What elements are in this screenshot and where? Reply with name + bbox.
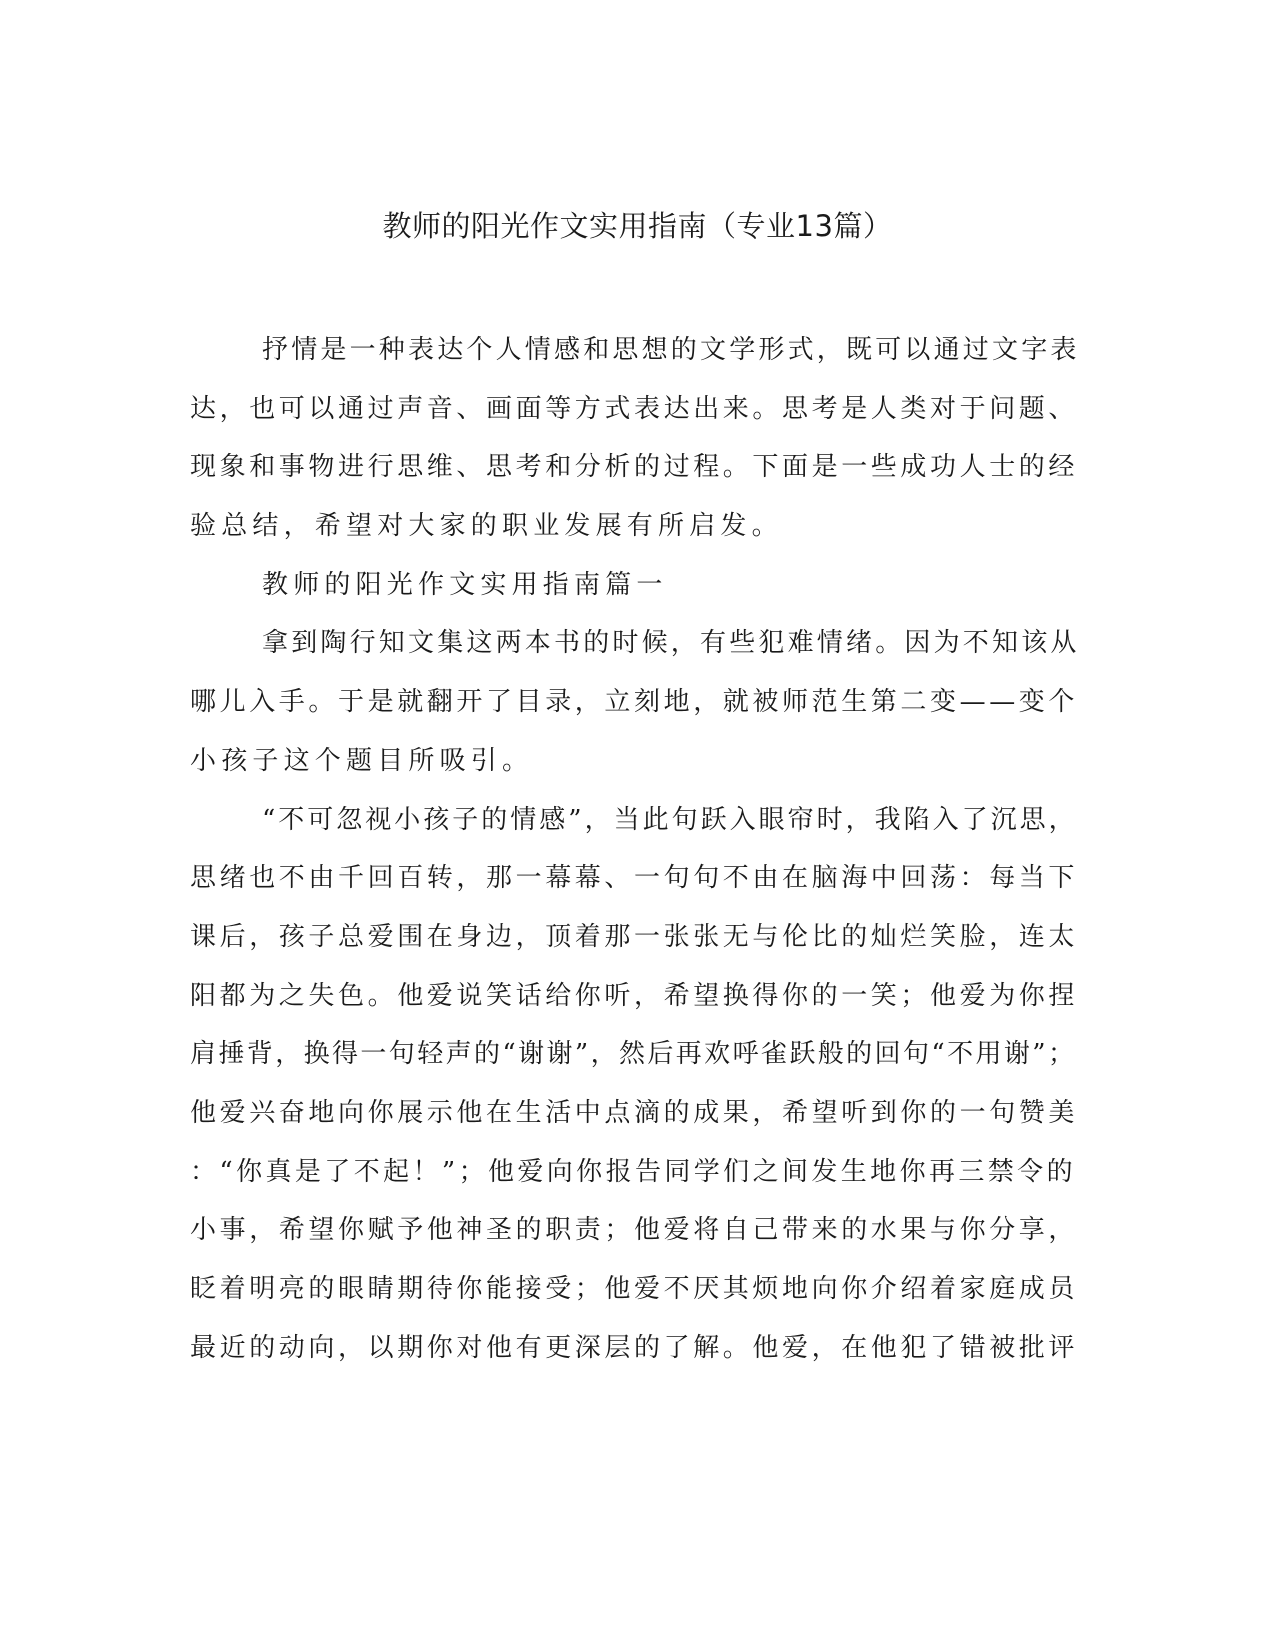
- text-line: 眨着明亮的眼睛期待你能接受；他爱不厌其烦地向你介绍着家庭成员: [190, 1274, 1079, 1304]
- document-body: [190, 330, 1080, 1386]
- text-line: 拿到陶行知文集这两本书的时候，有些犯难情绪。因为不知该从: [262, 628, 1080, 659]
- text-line: 阳都为之失色。他爱说笑话给你听，希望换得你的一笑；他爱为你捏: [190, 980, 1079, 1011]
- text-line: 课后，孩子总爱围在身边，顶着那一张张无与伦比的灿烂笑脸，连太: [190, 921, 1079, 952]
- text-line: 他爱兴奋地向你展示他在生活中点滴的成果，希望听到你的一句赞美: [190, 1097, 1079, 1128]
- text-line: 验总结，希望对大家的职业发展有所启发。: [190, 511, 783, 542]
- text-line: 思绪也不由千回百转，那一幕幕、一句句不由在脑海中回荡：每当下: [190, 863, 1079, 894]
- text-line: 达，也可以通过声音、画面等方式表达出来。思考是人类对于问题、: [190, 393, 1079, 424]
- text-line: ：“你真是了不起！”；他爱向你报告同学们之间发生地你再三禁令的: [190, 1156, 1076, 1187]
- text-line: “不可忽视小孩子的情感”，当此句跃入眼帘时，我陷入了沉思，: [262, 804, 1078, 835]
- text-line: 最近的动向，以期你对他有更深层的了解。他爱，在他犯了错被批评: [190, 1332, 1079, 1363]
- text-line: 哪儿入手。于是就翻开了目录，立刻地，就被师范生第二变——变个: [190, 687, 1079, 718]
- document-title: 教师的阳光作文实用指南（专业13篇）: [382, 209, 893, 243]
- text-line: 小事，希望你赋予他神圣的职责；他爱将自己带来的水果与你分享，: [190, 1215, 1079, 1246]
- text-line: 小孩子这个题目所吸引。: [190, 745, 534, 776]
- text-line: 教师的阳光作文实用指南篇一: [262, 569, 668, 600]
- text-line: 现象和事物进行思维、思考和分析的过程。下面是一些成功人士的经: [190, 452, 1079, 483]
- text-line: 肩捶背，换得一句轻声的“谢谢”，然后再欢呼雀跃般的回句“不用谢”；: [190, 1039, 1077, 1070]
- text-line: 抒情是一种表达个人情感和思想的文学形式，既可以通过文字表: [262, 335, 1080, 365]
